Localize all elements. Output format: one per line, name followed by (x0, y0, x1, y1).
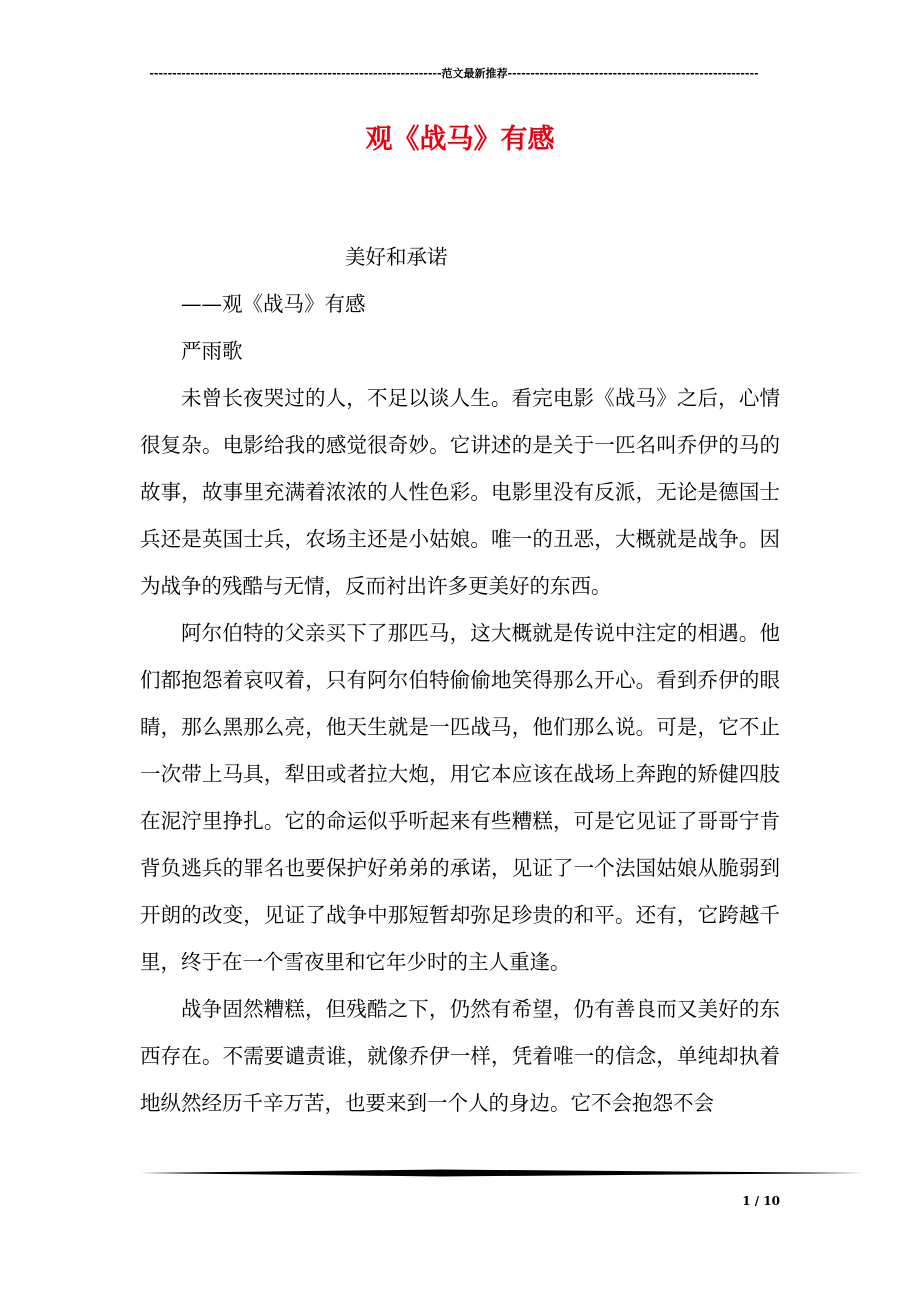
page-number: 1 / 10 (742, 1194, 780, 1208)
document-body (140, 234, 780, 1127)
article-author: 严雨歌 (181, 339, 243, 363)
body-paragraph: 战争固然糟糕，但残酷之下，仍然有希望，仍有善良而又美好的东西存在。不需要谴责谁，就像乔伊一样，凭着唯一的信念，单纯却执着地纵然经历千辛万苦，也要来到一个人的身边。它不会抱怨不会 (140, 997, 780, 1115)
footer-rule (140, 1166, 864, 1180)
body-paragraph: 阿尔伯特的父亲买下了那匹马，这大概就是传说中注定的相遇。他们都抱怨着哀叹着，只有阿尔伯特偷偷地笑得那么开心。看到乔伊的眼睛，那么黑那么亮，他天生就是一匹战马，他们那么说。可是，它不止一次带上马具，犁田或者拉大炮，用它本应该在战场上奔跑的矫健四肢在泥泞里挣扎。它的命运似乎听起来有些糟糕，可是它见证了哥哥宁肯背负逃兵的罪名也要保护好弟弟的承诺，见证了一个法国姑娘从脆弱到开朗的改变，见证了战争中那短暂却弥足珍贵的和平。还有，它跨越千里，终于在一个雪夜里和它年少时的主人重逢。 (140, 621, 780, 974)
article-heading: 美好和承诺 (345, 245, 448, 269)
page-header: ----------------------------------------------------------------范文最新推荐------------------------------------------------------- (149, 67, 759, 80)
document-title: 观《战马》有感 (365, 124, 555, 155)
article-subtitle: ——观《战马》有感 (181, 292, 366, 316)
body-paragraph: 未曾长夜哭过的人，不足以谈人生。看完电影《战马》之后，心情很复杂。电影给我的感觉很奇妙。它讲述的是关于一匹名叫乔伊的马的故事，故事里充满着浓浓的人性色彩。电影里没有反派，无论是德国士兵还是英国士兵，农场主还是小姑娘。唯一的丑恶，大概就是战争。因为战争的残酷与无情，反而衬出许多更美好的东西。 (140, 386, 780, 598)
